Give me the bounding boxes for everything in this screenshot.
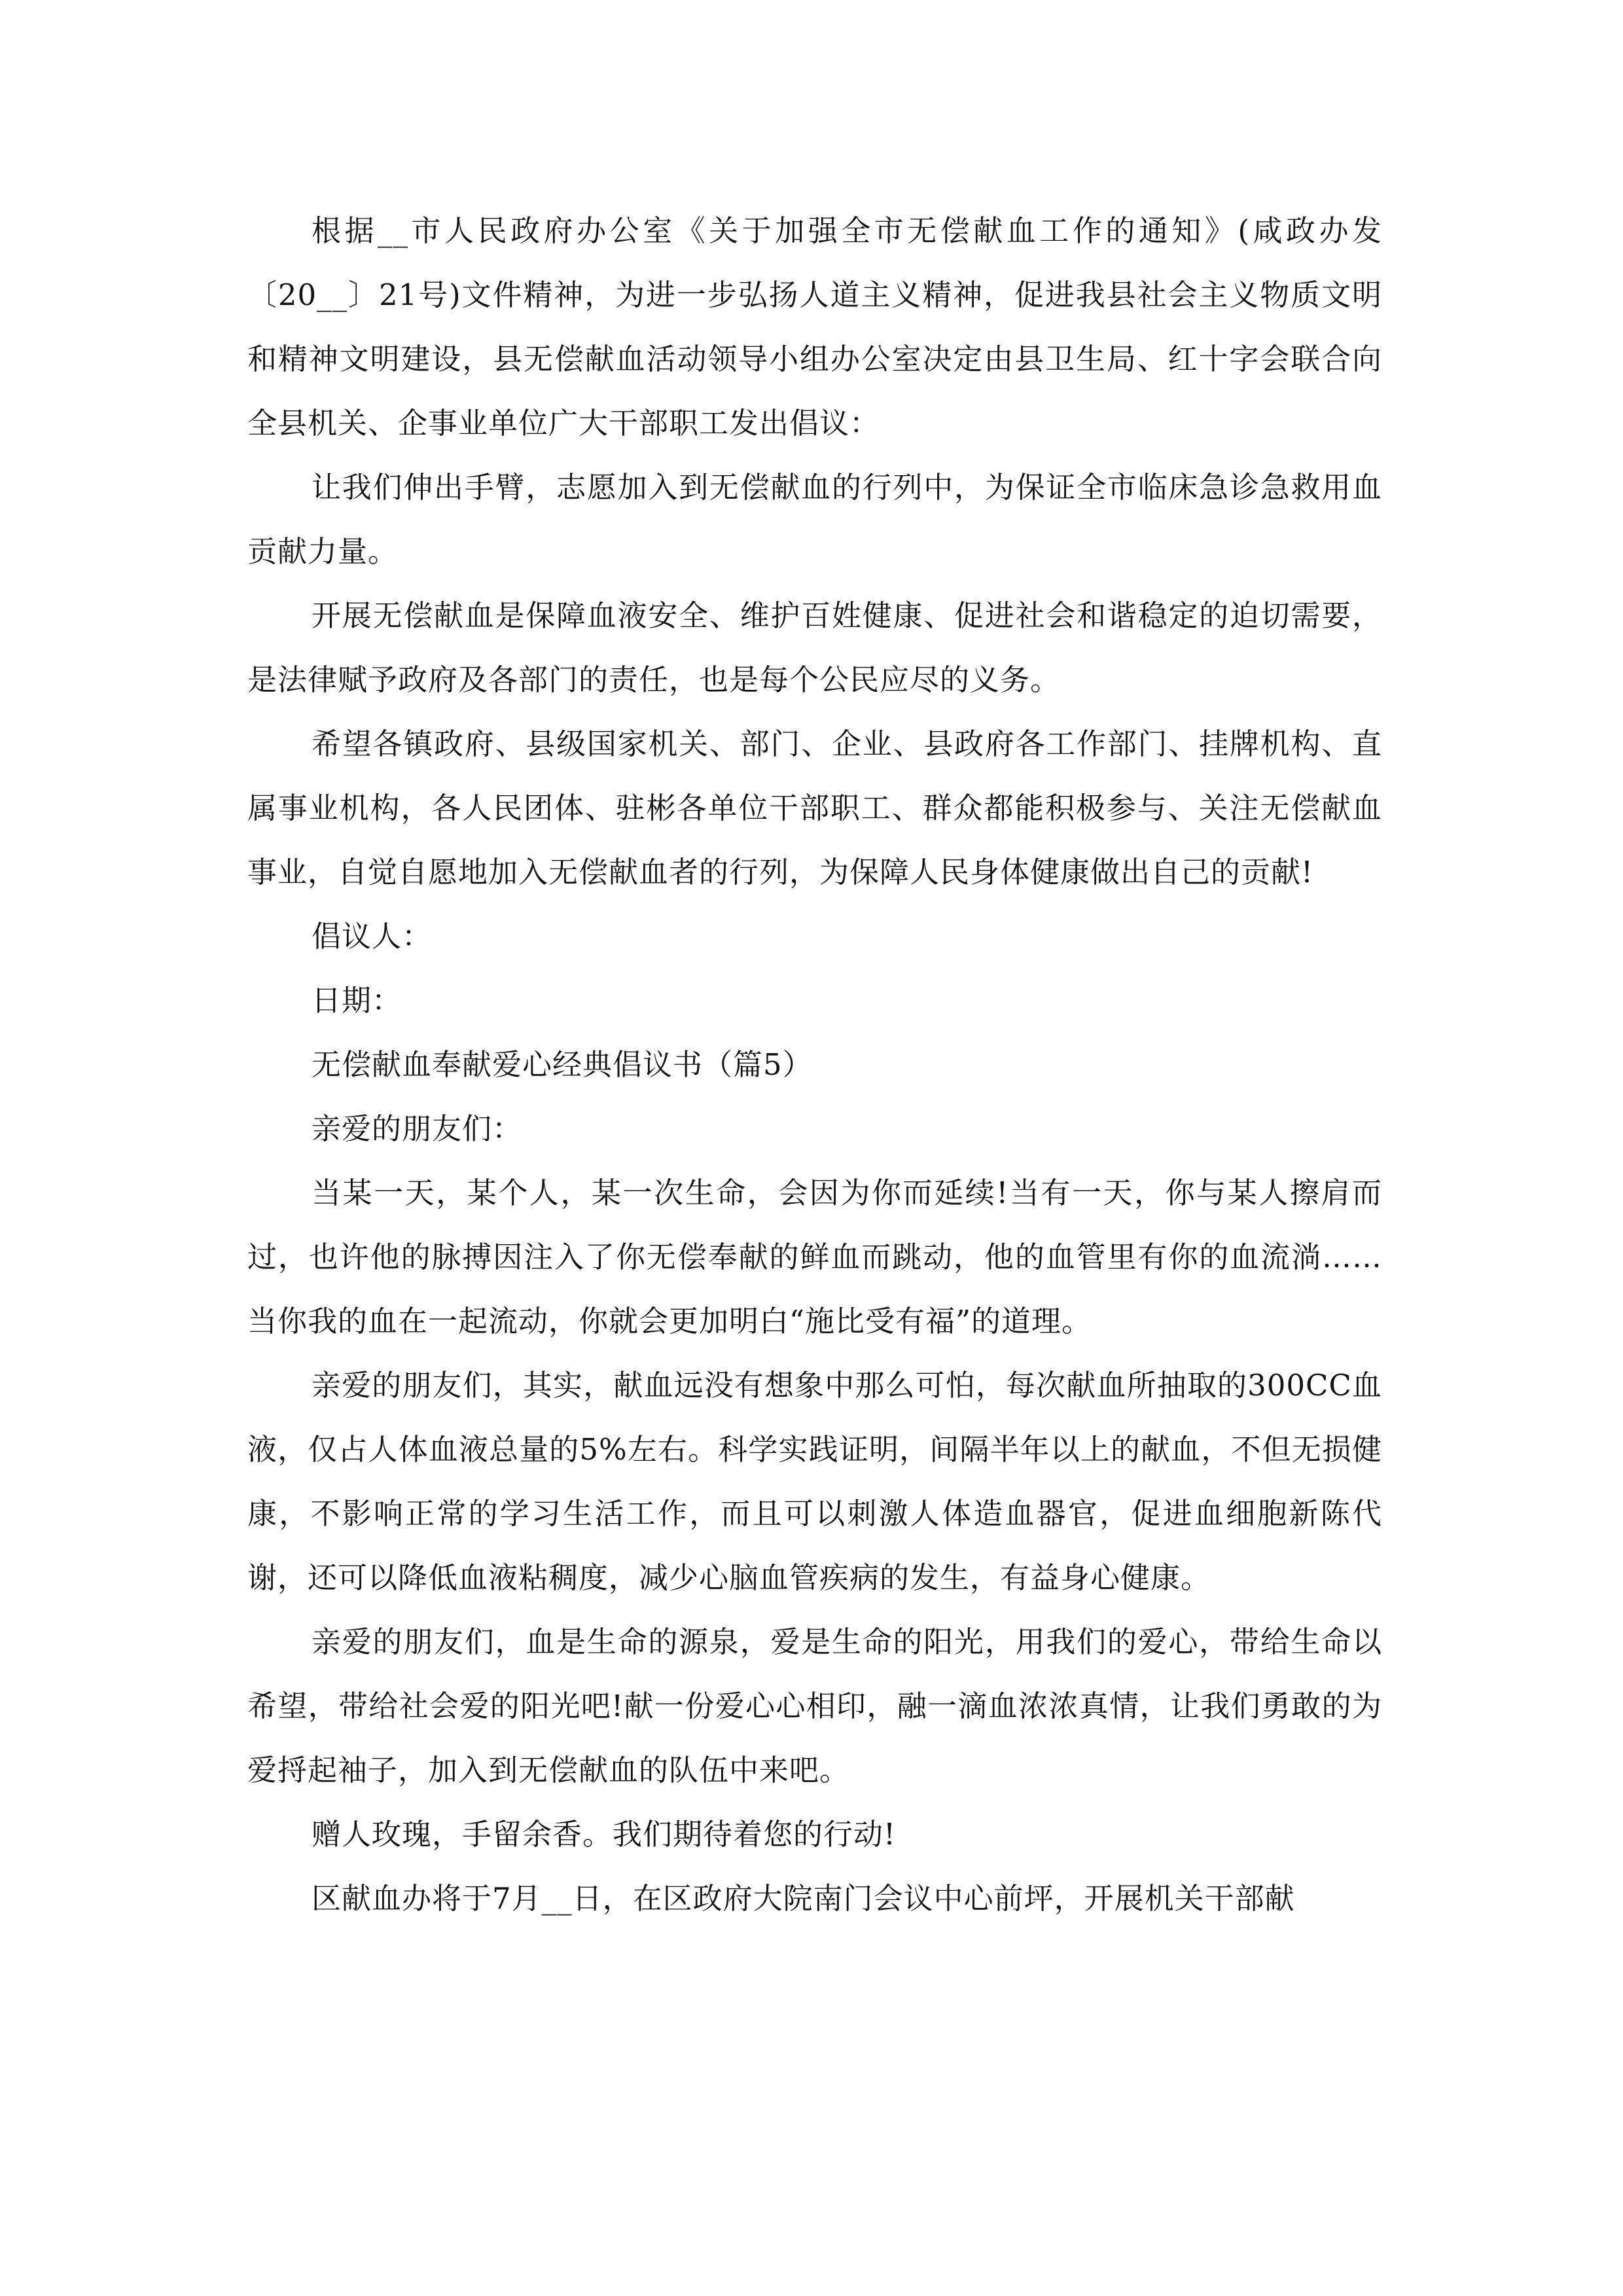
document-body: [247, 199, 1382, 1931]
paragraph-one-day: 当某一天，某个人，某一次生命，会因为你而延续!当有一天，你与某人擦肩而过，也许他的脉搏因注入了你无偿奉献的鲜血而跳动，他的血管里有你的血流淌……当你我的血在一起流动，你就会更加明白“施比受有福”的道理。: [247, 1175, 1382, 1338]
paragraph-roses: 赠人玫瑰，手留余香。我们期待着您的行动!: [312, 1817, 897, 1852]
paragraph-blood-is-life: 亲爱的朋友们，血是生命的源泉，爱是生命的阳光，用我们的爱心，带给生命以希望，带给社会爱的阳光吧!献一份爱心心相印，融一滴血浓浓真情，让我们勇敢的为爱捋起袖子，加入到无偿献血的队伍中来吧。: [247, 1624, 1382, 1787]
initiator-label: 倡议人：: [312, 919, 433, 954]
paragraph-call-to-action: 让我们伸出手臂，志愿加入到无偿献血的行列中，为保证全市临床急诊急救用血贡献力量。: [247, 470, 1382, 569]
paragraph-not-scary: 亲爱的朋友们，其实，献血远没有想象中那么可怕，每次献血所抽取的300CC血液，仅占人体血液总量的5%左右。科学实践证明，间隔半年以上的献血，不但无损健康，不影响正常的学习生活工作，而且可以刺激人体造血器官，促进血细胞新陈代谢，还可以降低血液粘稠度，减少心脑血管疾病的发生，有益身心健康。: [247, 1368, 1382, 1595]
paragraph-event-notice: 区献血办将于7月__日，在区政府大院南门会议中心前坪，开展机关干部献: [312, 1881, 1295, 1916]
paragraph-notice-basis: 根据__市人民政府办公室《关于加强全市无偿献血工作的通知》(咸政办发〔20__〕21号)文件精神，为进一步弘扬人道主义精神，促进我县社会主义物质文明和精神文明建设，县无偿献血活动领导小组办公室决定由县卫生局、红十字会联合向全县机关、企事业单位广大干部职工发出倡议：: [247, 213, 1382, 440]
date-label: 日期：: [312, 983, 402, 1018]
paragraph-responsibility: 开展无偿献血是保障血液安全、维护百姓健康、促进社会和谐稳定的迫切需要，是法律赋予政府及各部门的责任，也是每个公民应尽的义务。: [247, 598, 1382, 697]
salutation: 亲爱的朋友们：: [312, 1111, 523, 1146]
paragraph-hope: 希望各镇政府、县级国家机关、部门、企业、县政府各工作部门、挂牌机构、直属事业机构，各人民团体、驻彬各单位干部职工、群众都能积极参与、关注无偿献血事业，自觉自愿地加入无偿献血者的行列，为保障人民身体健康做出自己的贡献!: [247, 726, 1382, 889]
section-title: 无偿献血奉献爱心经典倡议书（篇5）: [312, 1047, 813, 1082]
